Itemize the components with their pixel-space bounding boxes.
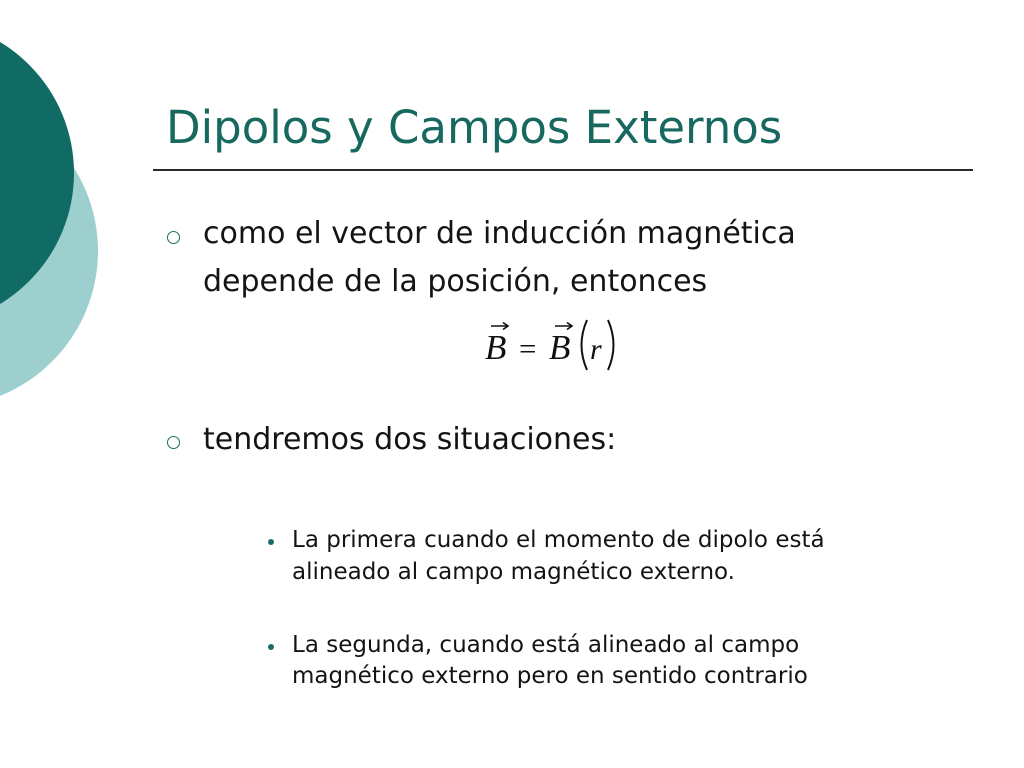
formula-lhs-symbol: B xyxy=(485,328,507,367)
bullet-1-line-1: como el vector de inducción magnética xyxy=(203,216,796,251)
title-divider xyxy=(153,169,973,171)
formula-argument: r xyxy=(590,333,602,366)
formula-equals-sign: = xyxy=(519,331,537,366)
open-paren-icon xyxy=(582,320,588,370)
bullet-ring-icon xyxy=(167,436,180,449)
bullet-1-line-2: depende de la posición, entonces xyxy=(203,264,708,299)
sub-bullet-dot-icon xyxy=(268,539,274,545)
subbullet-1-line-2: alineado al campo magnético externo. xyxy=(292,559,735,585)
subbullet-1-line-1: La primera cuando el momento de dipolo está xyxy=(292,527,825,553)
formula-b-of-r xyxy=(481,314,631,376)
formula-rhs-symbol: B xyxy=(549,328,571,367)
subbullet-2-line-1: La segunda, cuando está alineado al campo xyxy=(292,632,800,658)
subbullet-2-line-2: magnético externo pero en sentido contrario xyxy=(292,663,808,689)
sub-bullet-dot-icon xyxy=(268,644,274,650)
bullet-2-line-1: tendremos dos situaciones: xyxy=(203,422,617,457)
close-paren-icon xyxy=(608,320,614,370)
slide-title: Dipolos y Campos Externos xyxy=(166,101,783,154)
bullet-ring-icon xyxy=(167,231,180,244)
